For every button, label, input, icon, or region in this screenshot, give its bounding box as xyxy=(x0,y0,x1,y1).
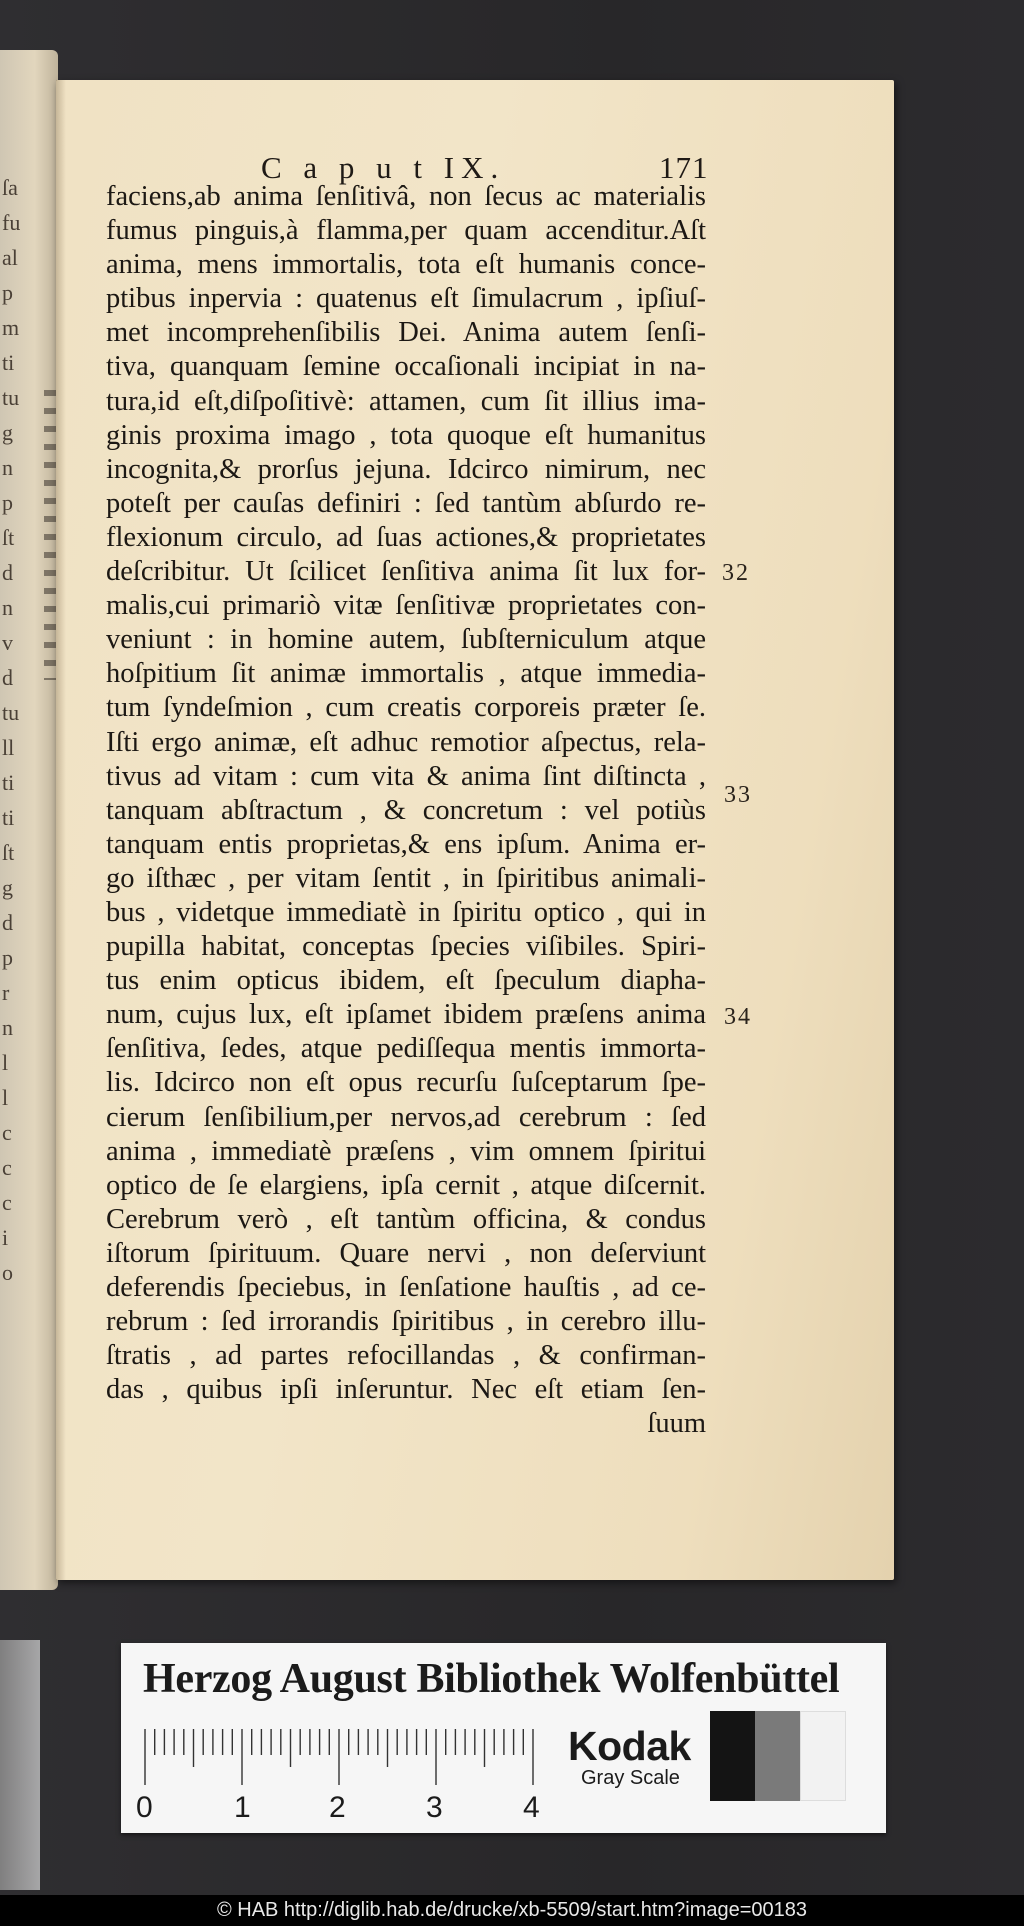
left-page-fragment: m xyxy=(2,315,20,340)
left-page-fragment: i xyxy=(2,1225,9,1250)
running-title: C a p u t IX. xyxy=(261,150,506,185)
left-page-fragment: ſt xyxy=(2,525,15,550)
text-line: tum ſyndeſmion , cum creatis corporeis præter ſe. xyxy=(106,692,706,724)
left-page-fragment: g xyxy=(2,875,13,900)
page-gutter-shadow xyxy=(56,80,66,1580)
left-page-fragment: c xyxy=(2,1190,12,1215)
margin-number-34: 34 xyxy=(724,1004,752,1030)
ruler-digit-0: 0 xyxy=(136,1791,153,1824)
margin-number-33: 33 xyxy=(724,782,752,808)
text-line: das , quibus ipſi inſeruntur. Nec eſt etiam ſen- xyxy=(106,1374,706,1406)
gray-patch-black xyxy=(710,1711,755,1801)
left-page-edge xyxy=(0,50,58,1590)
text-line: bus , videtque immediatè in ſpiritu optico , qui in xyxy=(106,896,706,928)
text-line: veniunt : in homine autem, ſubſterniculum atque xyxy=(106,624,706,656)
text-line: flexionum circulo, ad ſuas actiones,& proprietates xyxy=(106,521,706,553)
left-page-fragment: o xyxy=(2,1260,13,1285)
kodak-logo: Kodak xyxy=(568,1723,691,1769)
left-page-fragment: tu xyxy=(2,385,20,410)
left-page-fragment: d xyxy=(2,910,13,935)
left-page-fragment: n xyxy=(2,455,13,480)
gray-patch-mid xyxy=(755,1711,800,1801)
left-page-fragment: fu xyxy=(2,210,21,235)
text-line: ſtratis , ad partes refocillandas , & confirman- xyxy=(106,1340,706,1372)
text-line: lis. Idcirco non eſt opus recurſu ſuſceptarum ſpe- xyxy=(106,1067,706,1099)
text-line: hoſpitium ſit animæ immortalis , atque immedia- xyxy=(106,658,706,690)
text-line: fumus pinguis,à flamma,per quam accenditur.Aſt xyxy=(106,215,706,247)
left-page-fragment: c xyxy=(2,1155,12,1180)
text-line: optico de ſe elargiens, ipſa cernit , atque diſcernit. xyxy=(106,1169,706,1201)
hab-color-target-card xyxy=(121,1643,886,1833)
left-cover-strip xyxy=(0,1640,40,1890)
text-line: tanquam entis proprietas,& ens ipſum. Anima er- xyxy=(106,828,706,860)
text-line: incognita,& prorſus jejuna. Idcirco nimirum, nec xyxy=(106,453,706,485)
body-text xyxy=(106,180,706,1441)
ruler-digit-2: 2 xyxy=(329,1791,346,1824)
text-line: faciens,ab anima ſenſitivâ, non ſecus ac materialis xyxy=(106,181,706,212)
text-line: tivus ad vitam : cum vita & anima ſint diſtincta , xyxy=(106,760,706,792)
text-line: tanquam abſtractum , & concretum : vel potiùs xyxy=(106,794,706,826)
left-page-fragment: d xyxy=(2,665,13,690)
ruler-digit-1: 1 xyxy=(234,1791,251,1824)
text-line: Cerebrum verò , eſt tantùm officina, & condus xyxy=(106,1203,706,1235)
text-line: num, cujus lux, eſt ipſamet ibidem præſens anima xyxy=(106,999,706,1031)
text-line: ſuum xyxy=(647,1408,706,1440)
left-page-fragment: g xyxy=(2,420,13,445)
text-line: tiva, quanquam ſemine occaſionali incipiat in na- xyxy=(106,351,706,383)
text-line: rebrum : ſed irrorandis ſpiritibus , in cerebro illu- xyxy=(106,1306,706,1338)
left-page-fragments xyxy=(2,175,26,1295)
left-page-fragment: tu xyxy=(2,700,20,725)
text-line: tura,id eſt,diſpoſitivè: attamen, cum ſit illius ima- xyxy=(106,385,706,417)
ruler-digit-3: 3 xyxy=(426,1791,443,1824)
ruler-digit-4: 4 xyxy=(523,1791,540,1824)
footer-credit: © HAB http://diglib.hab.de/drucke/xb-5509/start.htm?image=00183 xyxy=(0,1895,1024,1926)
text-line: Iſti ergo animæ, eſt adhuc remotior aſpectus, rela- xyxy=(106,726,706,758)
text-line: ſenſitiva, ſedes, atque pediſſequa mentis immorta- xyxy=(106,1033,706,1065)
left-page-fragment: n xyxy=(2,1015,13,1040)
left-page-fragment: d xyxy=(2,560,13,585)
text-line: go iſthæc , per vitam ſentit , in ſpiritibus animali- xyxy=(106,862,706,894)
gray-scale-label: Gray Scale xyxy=(581,1767,680,1789)
text-line: ginis proxima imago , tota quoque eſt humanitus xyxy=(106,419,706,451)
text-line: iſtorum ſpirituum. Quare nervi , non deſerviunt xyxy=(106,1237,706,1269)
left-page-fragment: p xyxy=(2,490,13,515)
text-line: anima, mens immortalis, tota eſt humanis conce- xyxy=(106,249,706,281)
left-page-fragment: v xyxy=(2,630,13,655)
text-line: met incomprehenſibilis Dei. Anima autem ſenſi- xyxy=(106,317,706,349)
text-line: cierum ſenſibilium,per nervos,ad cerebrum : ſed xyxy=(106,1101,706,1133)
left-page-fragment: p xyxy=(2,280,13,305)
text-line: malis,cui primariò vitæ ſenſitivæ proprietates con- xyxy=(106,590,706,622)
text-line: pupilla habitat, conceptas ſpecies viſibiles. Spiri- xyxy=(106,931,706,963)
left-page-fragment: ti xyxy=(2,770,15,795)
text-line: tus enim opticus ibidem, eſt ſpeculum diapha- xyxy=(106,965,706,997)
library-name: Herzog August Bibliothek Wolfenbüttel xyxy=(143,1656,840,1702)
ruler-scale xyxy=(143,1729,563,1787)
left-page-fragment: l xyxy=(2,1050,9,1075)
left-page-fragment: ſt xyxy=(2,840,15,865)
text-line: poteſt per cauſas definiri : ſed tantùm abſurdo re- xyxy=(106,487,706,519)
book-page xyxy=(56,80,894,1580)
text-line: deferendis ſpeciebus, in ſenſatione hauſtis , ad ce- xyxy=(106,1272,706,1303)
left-page-fragment: ſa xyxy=(2,175,18,200)
left-page-fragment: ll xyxy=(2,735,15,760)
left-page-fragment: l xyxy=(2,1085,9,1110)
text-line: anima , immediatè præſens , vim omnem ſpiritui xyxy=(106,1135,706,1167)
page-number: 171 xyxy=(659,150,709,185)
text-line: ptibus inpervia : quatenus eſt ſimulacrum , ipſiuſ- xyxy=(106,283,706,315)
left-page-fragment: ti xyxy=(2,350,15,375)
text-line: deſcribitur. Ut ſcilicet ſenſitiva anima ſit lux for- xyxy=(106,556,706,588)
left-page-fragment: r xyxy=(2,980,10,1005)
left-page-fragment: al xyxy=(2,245,18,270)
left-page-fragment: p xyxy=(2,945,13,970)
left-page-fragment: ti xyxy=(2,805,15,830)
left-page-fragment: c xyxy=(2,1120,12,1145)
left-page-fragment: n xyxy=(2,595,13,620)
margin-number-32: 32 xyxy=(722,560,750,586)
gray-patch-white xyxy=(800,1711,846,1801)
